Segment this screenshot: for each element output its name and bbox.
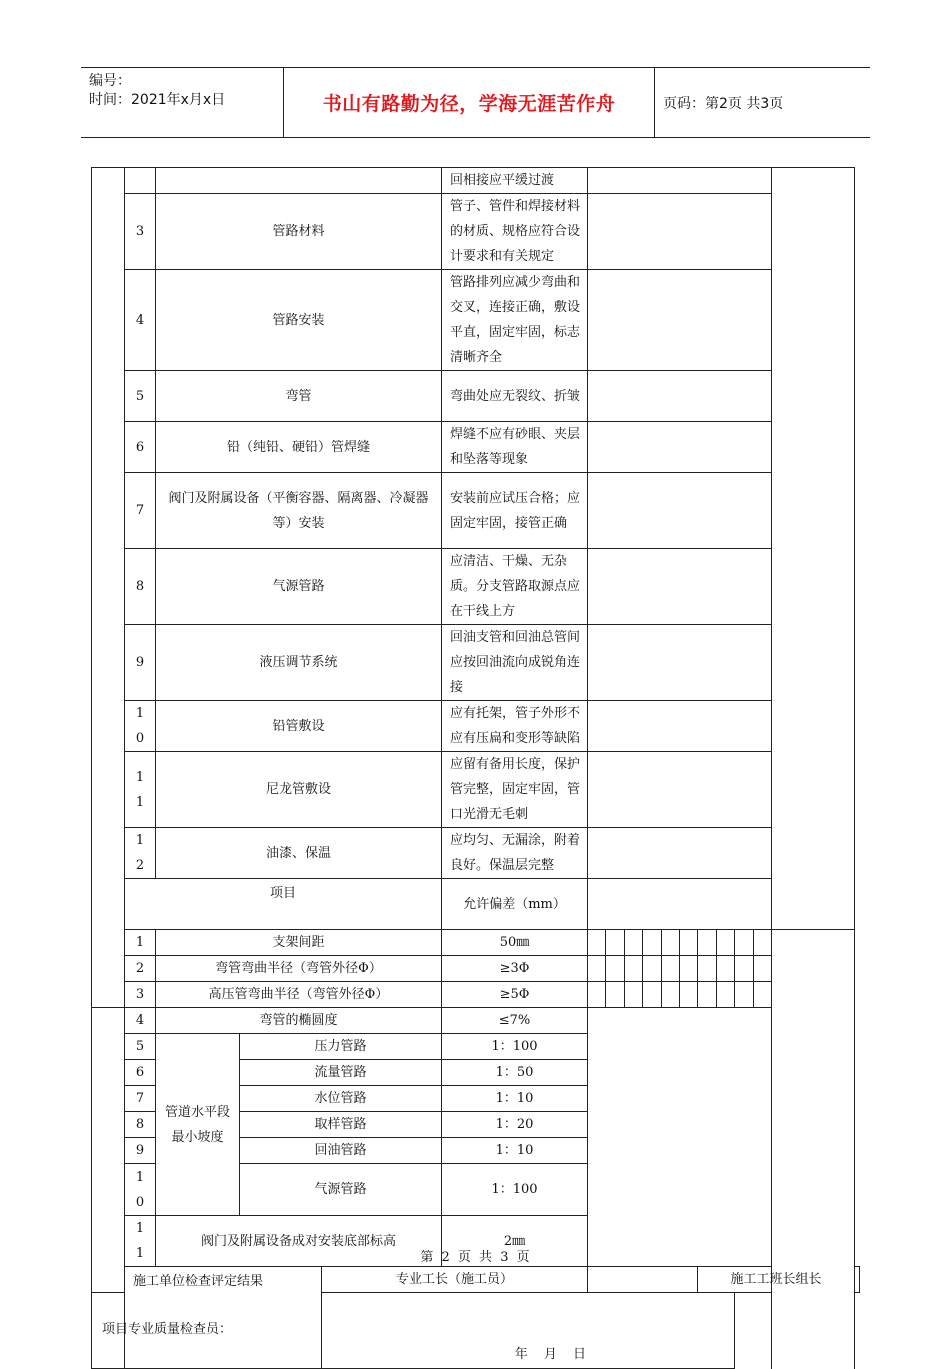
header-motto: 书山有路勤为径，学海无涯苦作舟 (283, 68, 655, 137)
item-requirement: 应留有备用长度，保护管完整，固定牢固，管口光滑无毛刺 (442, 752, 588, 828)
table-row (92, 828, 860, 879)
table-row (92, 168, 860, 194)
table-row (92, 752, 860, 828)
item-requirement: 应清洁、干燥、无杂质。分支管路取源点应在干线上方 (442, 549, 588, 625)
item-name: 回油管路 (240, 1138, 442, 1164)
table-row (92, 930, 860, 956)
item-number: 9 (125, 1138, 156, 1164)
measure-cell (588, 1034, 772, 1267)
item-number: 3 (125, 194, 156, 270)
item-name: 尼龙管敷设 (156, 752, 442, 828)
measure-header-cell (588, 879, 772, 930)
table-row (92, 270, 860, 371)
table-row (92, 549, 860, 625)
item-name: 水位管路 (240, 1086, 442, 1112)
header-meta (81, 68, 283, 137)
item-number: 11 (125, 1216, 156, 1267)
tolerance-header-row (92, 879, 860, 930)
inspection-table (91, 167, 860, 1369)
date-label: 年 月 日 (514, 1347, 587, 1362)
item-name: 阀门及附属设备成对安装底部标高 (156, 1216, 442, 1267)
result-cell (588, 625, 772, 701)
item-name (156, 168, 442, 194)
item-number: 10 (125, 1164, 156, 1216)
result-cell (588, 701, 772, 752)
tolerance-value: 50㎜ (442, 930, 588, 956)
tolerance-value-header: 允许偏差（mm） (442, 879, 588, 930)
table-row (92, 956, 860, 982)
time-label: 时间：2021年x月x日 (89, 92, 226, 108)
table-row (92, 701, 860, 752)
result-cell (588, 194, 772, 270)
item-requirement: 管子、管件和焊接材料的材质、规格应符合设计要求和有关规定 (442, 194, 588, 270)
table-row (92, 625, 860, 701)
item-number: 4 (125, 270, 156, 371)
table-row (92, 422, 860, 473)
item-requirement: 应均匀、无漏涂，附着良好。保温层完整 (442, 828, 588, 879)
item-requirement: 焊缝不应有砂眼、夹层和坠落等现象 (442, 422, 588, 473)
tolerance-value: ≥5Φ (442, 982, 588, 1008)
result-cell (588, 371, 772, 422)
item-number: 12 (125, 828, 156, 879)
table-row (92, 982, 860, 1008)
remark-cell (772, 168, 855, 930)
item-name: 气源管路 (156, 549, 442, 625)
result-cell (588, 422, 772, 473)
table-row (92, 1008, 860, 1034)
item-number: 3 (125, 982, 156, 1008)
item-number: 2 (125, 956, 156, 982)
foreman-label: 专业工长（施工员） (322, 1267, 588, 1293)
tolerance-value: 2㎜ (442, 1216, 588, 1267)
inspector-label: 项目专业质量检查员： (102, 1322, 233, 1337)
item-requirement: 回油支管和回油总管间应按回油流向成锐角连接 (442, 625, 588, 701)
tolerance-item-header: 项目 (125, 879, 442, 930)
item-name: 流量管路 (240, 1060, 442, 1086)
result-cell (588, 752, 772, 828)
item-name: 高压管弯曲半径（弯管外径Φ） (156, 982, 442, 1008)
measure-cell (588, 1008, 772, 1034)
item-name: 弯管的椭圆度 (156, 1008, 442, 1034)
item-number: 8 (125, 1112, 156, 1138)
item-requirement: 回相接应平缓过渡 (442, 168, 588, 194)
tolerance-value: ≥3Φ (442, 956, 588, 982)
remark-cell-lower (772, 930, 855, 1369)
signature-row (92, 1293, 860, 1369)
item-name: 压力管路 (240, 1034, 442, 1060)
slope-group-label: 管道水平段最小坡度 (156, 1034, 240, 1216)
item-name: 液压调节系统 (156, 625, 442, 701)
result-cell (588, 473, 772, 549)
item-number: 4 (125, 1008, 156, 1034)
item-number: 7 (125, 1086, 156, 1112)
item-number: 5 (125, 371, 156, 422)
document-header (81, 67, 870, 138)
item-number: 6 (125, 422, 156, 473)
tolerance-value: 1：20 (442, 1112, 588, 1138)
number-label: 编号： (89, 73, 131, 89)
item-number: 1 (125, 930, 156, 956)
signature-row (92, 1267, 860, 1293)
table-row (92, 473, 860, 549)
item-number: 6 (125, 1060, 156, 1086)
tolerance-value: 1：100 (442, 1164, 588, 1216)
item-name: 弯管弯曲半径（弯管外径Φ） (156, 956, 442, 982)
item-number: 7 (125, 473, 156, 549)
item-number: 11 (125, 752, 156, 828)
item-name: 铅管敷设 (156, 701, 442, 752)
item-number: 10 (125, 701, 156, 752)
item-number (125, 168, 156, 194)
item-name: 铅（纯铅、硬铅）管焊缝 (156, 422, 442, 473)
item-number: 9 (125, 625, 156, 701)
header-page-label: 页码：第2页 共3页 (663, 95, 784, 112)
team-leader-label: 施工工班长组长 (698, 1267, 855, 1293)
item-name: 取样管路 (240, 1112, 442, 1138)
item-name: 油漆、保温 (156, 828, 442, 879)
left-margin-cell (92, 168, 125, 1008)
item-name: 支架间距 (156, 930, 442, 956)
page-footer: 第 2 页 共 3 页 (420, 1250, 530, 1265)
result-cell (588, 168, 772, 194)
item-requirement: 安装前应试压合格；应固定牢固，接管正确 (442, 473, 588, 549)
item-name: 弯管 (156, 371, 442, 422)
tolerance-value: 1：10 (442, 1086, 588, 1112)
item-requirement: 应有托架，管子外形不应有压扁和变形等缺陷 (442, 701, 588, 752)
result-cell (588, 828, 772, 879)
result-cell (588, 270, 772, 371)
team-leader-signature-field[interactable] (855, 1267, 860, 1293)
tolerance-value: ≤7% (442, 1008, 588, 1034)
item-requirement: 弯曲处应无裂纹、折皱 (442, 371, 588, 422)
construction-unit-label: 施工单位检查评定结果 (125, 1267, 322, 1369)
item-number: 5 (125, 1034, 156, 1060)
result-cell (588, 549, 772, 625)
tolerance-value: 1：50 (442, 1060, 588, 1086)
item-name: 气源管路 (240, 1164, 442, 1216)
table-row (92, 371, 860, 422)
tolerance-value: 1：100 (442, 1034, 588, 1060)
table-row (92, 1034, 860, 1060)
item-number: 8 (125, 549, 156, 625)
item-name: 管路材料 (156, 194, 442, 270)
inspector-signature-area[interactable] (92, 1293, 735, 1369)
item-name: 管路安装 (156, 270, 442, 371)
table-row (92, 194, 860, 270)
item-requirement: 管路排列应减少弯曲和交叉，连接正确，敷设平直，固定牢固，标志清晰齐全 (442, 270, 588, 371)
item-name: 阀门及附属设备（平衡容器、隔离器、冷凝器等）安装 (156, 473, 442, 549)
foreman-signature-field[interactable] (588, 1267, 698, 1293)
tolerance-value: 1：10 (442, 1138, 588, 1164)
